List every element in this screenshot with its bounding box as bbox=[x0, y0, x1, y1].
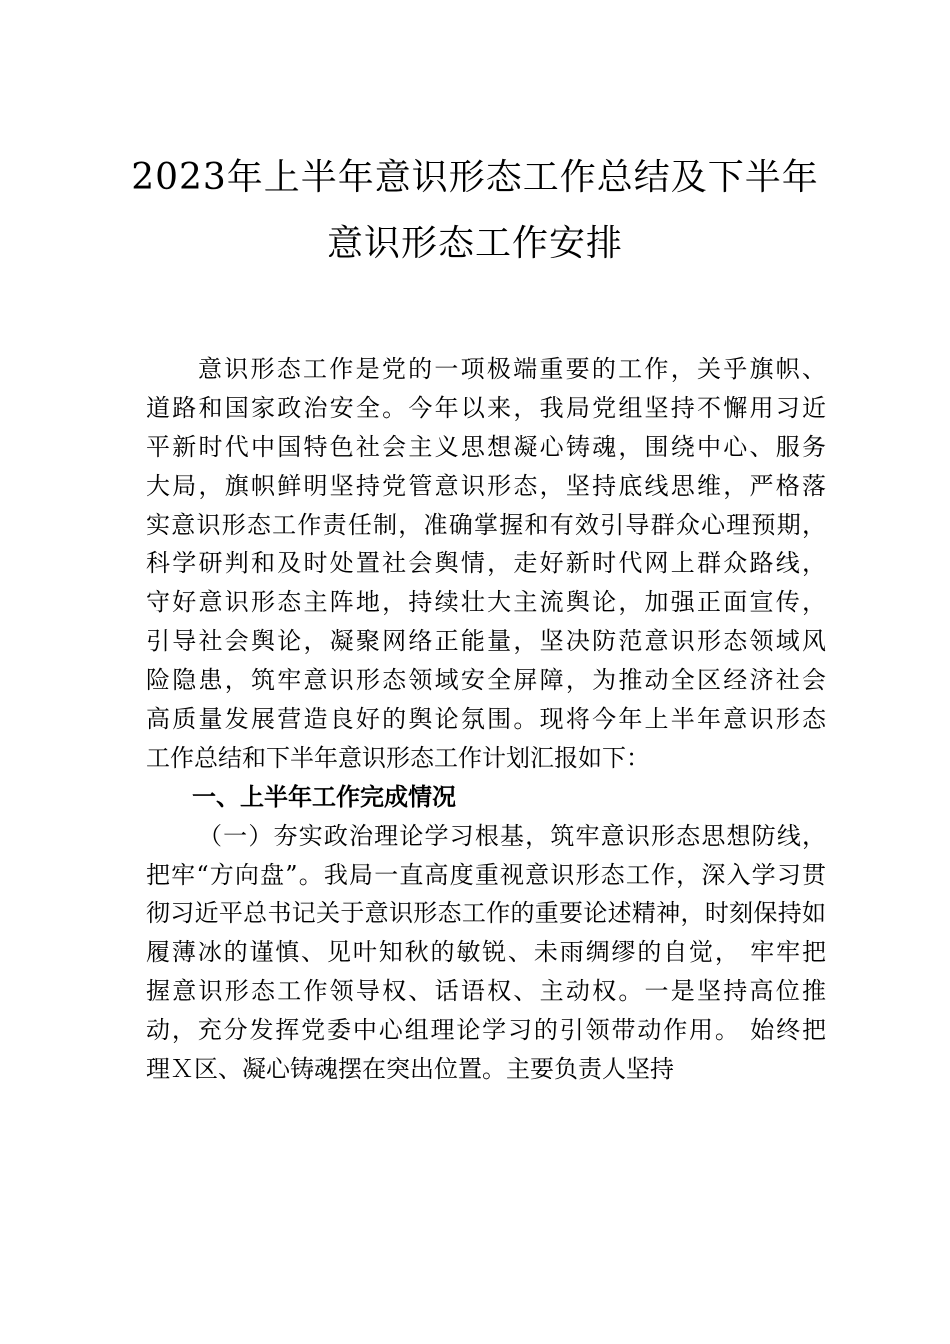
section-line: 彻习近平总书记关于意识形态工作的重要论述精神，时刻保持如 bbox=[146, 899, 826, 928]
document-body bbox=[146, 350, 826, 1089]
intro-line: 实意识形态工作责任制，准确掌握和有效引导群众心理预期， bbox=[146, 510, 826, 539]
section-line: （一）夯实政治理论学习根基，筑牢意识形态思想防线， bbox=[198, 821, 826, 850]
document-title-line-1: 2023年上半年意识形态工作总结及下半年 bbox=[131, 157, 819, 198]
intro-line: 工作总结和下半年意识形态工作计划汇报如下： bbox=[146, 743, 650, 772]
intro-line: 险隐患，筑牢意识形态领域安全屏障，为推动全区经济社会 bbox=[146, 666, 826, 695]
intro-line: 高质量发展营造良好的舆论氛围。现将今年上半年意识形态 bbox=[146, 705, 826, 734]
intro-line: 科学研判和及时处置社会舆情，走好新时代网上群众路线， bbox=[146, 549, 826, 578]
section-line: 理Ｘ区、凝心铸魂摆在突出位置。主要负责人坚持 bbox=[146, 1055, 674, 1084]
section-line: 动，充分发挥党委中心组理论学习的引领带动作用。 始终把 bbox=[146, 1016, 826, 1045]
section-line: 履薄冰的谨慎、见叶知秋的敏锐、未雨绸缪的自觉， 牢牢把 bbox=[146, 938, 826, 967]
section-heading: 一、上半年工作完成情况 bbox=[192, 782, 456, 811]
intro-line: 意识形态工作是党的一项极端重要的工作，关乎旗帜、 bbox=[198, 355, 826, 383]
document-title-line-2: 意识形态工作安排 bbox=[326, 223, 623, 264]
intro-line: 引导社会舆论，凝聚网络正能量，坚决防范意识形态领域风 bbox=[146, 627, 826, 656]
intro-line: 道路和国家政治安全。今年以来，我局党组坚持不懈用习近 bbox=[146, 393, 826, 422]
intro-line: 平新时代中国特色社会主义思想凝心铸魂，围绕中心、服务 bbox=[146, 432, 826, 461]
intro-line: 守好意识形态主阵地，持续壮大主流舆论，加强正面宣传， bbox=[146, 588, 826, 617]
intro-line: 大局，旗帜鲜明坚持党管意识形态，坚持底线思维，严格落 bbox=[146, 471, 826, 500]
section-line: 把牢“方向盘”。我局一直高度重视意识形态工作，深入学习贯 bbox=[146, 860, 826, 889]
section-line: 握意识形态工作领导权、话语权、主动权。一是坚持高位推 bbox=[146, 977, 826, 1006]
